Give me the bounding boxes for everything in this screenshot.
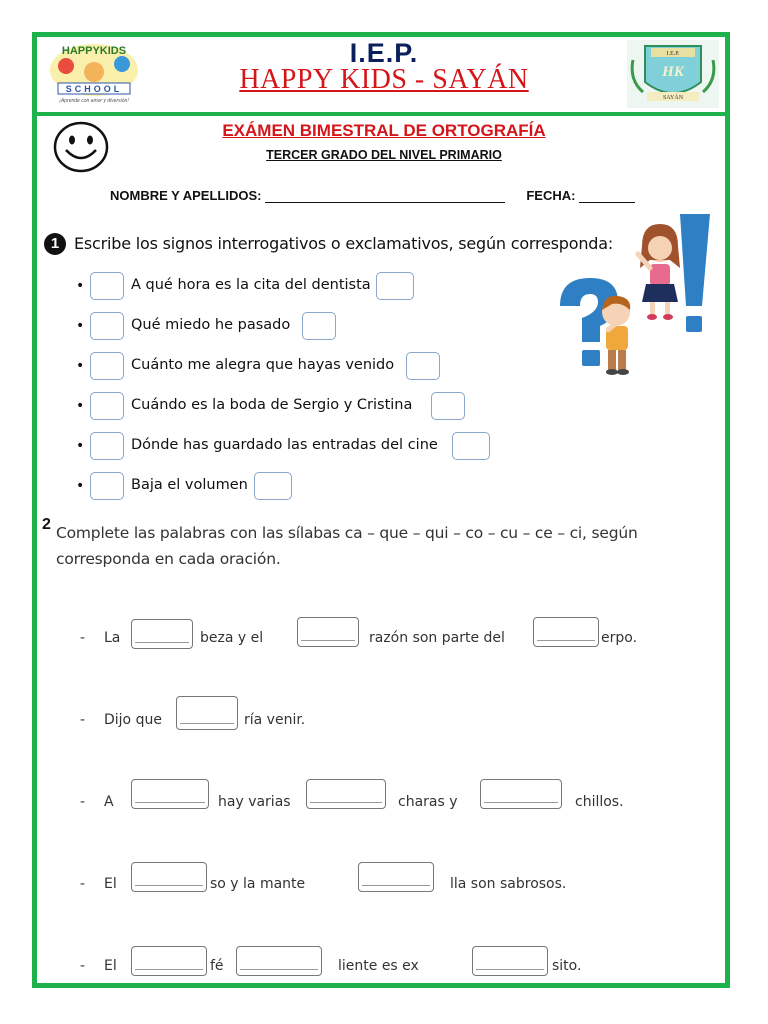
question-1-number: 1 [44, 233, 66, 255]
syllable-blank[interactable] [358, 862, 434, 892]
syllable-blank[interactable] [131, 862, 207, 892]
svg-text:I.E.P.: I.E.P. [666, 51, 680, 57]
syllable-blank[interactable] [306, 779, 386, 809]
syllable-blank[interactable] [236, 946, 322, 976]
q1-item-5: • Dónde has guardado las entradas del cine [76, 432, 496, 462]
syllable-blank[interactable] [131, 946, 207, 976]
syllable-blank[interactable] [533, 617, 599, 647]
page-border [32, 32, 730, 988]
kids-question-illustration [552, 210, 718, 386]
answer-box-open[interactable] [90, 432, 124, 460]
syllable-blank[interactable] [297, 617, 359, 647]
name-label: NOMBRE Y APELLIDOS: [110, 188, 262, 203]
syllable-blank[interactable] [472, 946, 548, 976]
answer-box-open[interactable] [90, 272, 124, 300]
question-1-instruction: Escribe los signos interrogativos o exclamativos, según corresponda: [74, 234, 614, 253]
q1-item-1: • A qué hora es la cita del dentista [76, 272, 456, 302]
svg-text:SCHOOL: SCHOOL [65, 84, 123, 94]
school-name: HAPPY KIDS - SAYÁN [239, 64, 529, 95]
date-field[interactable] [579, 188, 635, 203]
q1-item-text: Qué miedo he pasado [131, 317, 291, 333]
answer-box-open[interactable] [90, 392, 124, 420]
answer-box-close[interactable] [406, 352, 440, 380]
answer-box-close[interactable] [431, 392, 465, 420]
answer-box-open[interactable] [90, 352, 124, 380]
answer-box-open[interactable] [90, 472, 124, 500]
svg-text:¡Aprende con amor y diversión!: ¡Aprende con amor y diversión! [59, 98, 129, 104]
q1-item-3: • Cuánto me alegra que hayas venido [76, 352, 456, 382]
svg-text:SAYÁN: SAYÁN [662, 95, 684, 101]
question-2-instruction: Complete las palabras con las sílabas ca – que – qui – co – cu – ce – ci, según corresponda en cada oración. [56, 524, 638, 568]
q1-item-text: Cuánto me alegra que hayas venido [131, 357, 395, 373]
q1-item-2: • Qué miedo he pasado [76, 312, 376, 342]
logo-text-happykids: HAPPYKIDS [61, 45, 127, 57]
answer-box-open[interactable] [90, 312, 124, 340]
name-field[interactable] [265, 188, 505, 203]
syllable-blank[interactable] [480, 779, 562, 809]
q1-item-text: Cuándo es la boda de Sergio y Cristina [131, 397, 413, 413]
q1-item-6: • Baja el volumen [76, 472, 316, 502]
q1-item-text: A qué hora es la cita del dentista [131, 277, 371, 293]
student-info-row [110, 188, 635, 203]
syllable-blank[interactable] [176, 696, 238, 730]
answer-box-close[interactable] [254, 472, 292, 500]
date-label: FECHA: [526, 188, 576, 203]
q1-item-text: Baja el volumen [131, 477, 248, 493]
answer-box-close[interactable] [302, 312, 336, 340]
syllable-blank[interactable] [131, 779, 209, 809]
q1-item-4: • Cuándo es la boda de Sergio y Cristina [76, 392, 476, 422]
exam-title: EXÁMEN BIMESTRAL DE ORTOGRAFÍA [222, 121, 546, 140]
svg-text:HK: HK [662, 64, 684, 80]
q1-item-text: Dónde has guardado las entradas del cine [131, 437, 438, 453]
exam-subtitle: TERCER GRADO DEL NIVEL PRIMARIO [266, 148, 502, 162]
answer-box-close[interactable] [452, 432, 490, 460]
syllable-blank[interactable] [131, 619, 193, 649]
question-2-number: 2 [42, 516, 51, 533]
answer-box-close[interactable] [376, 272, 414, 300]
iep-heading: I.E.P. [349, 38, 419, 68]
